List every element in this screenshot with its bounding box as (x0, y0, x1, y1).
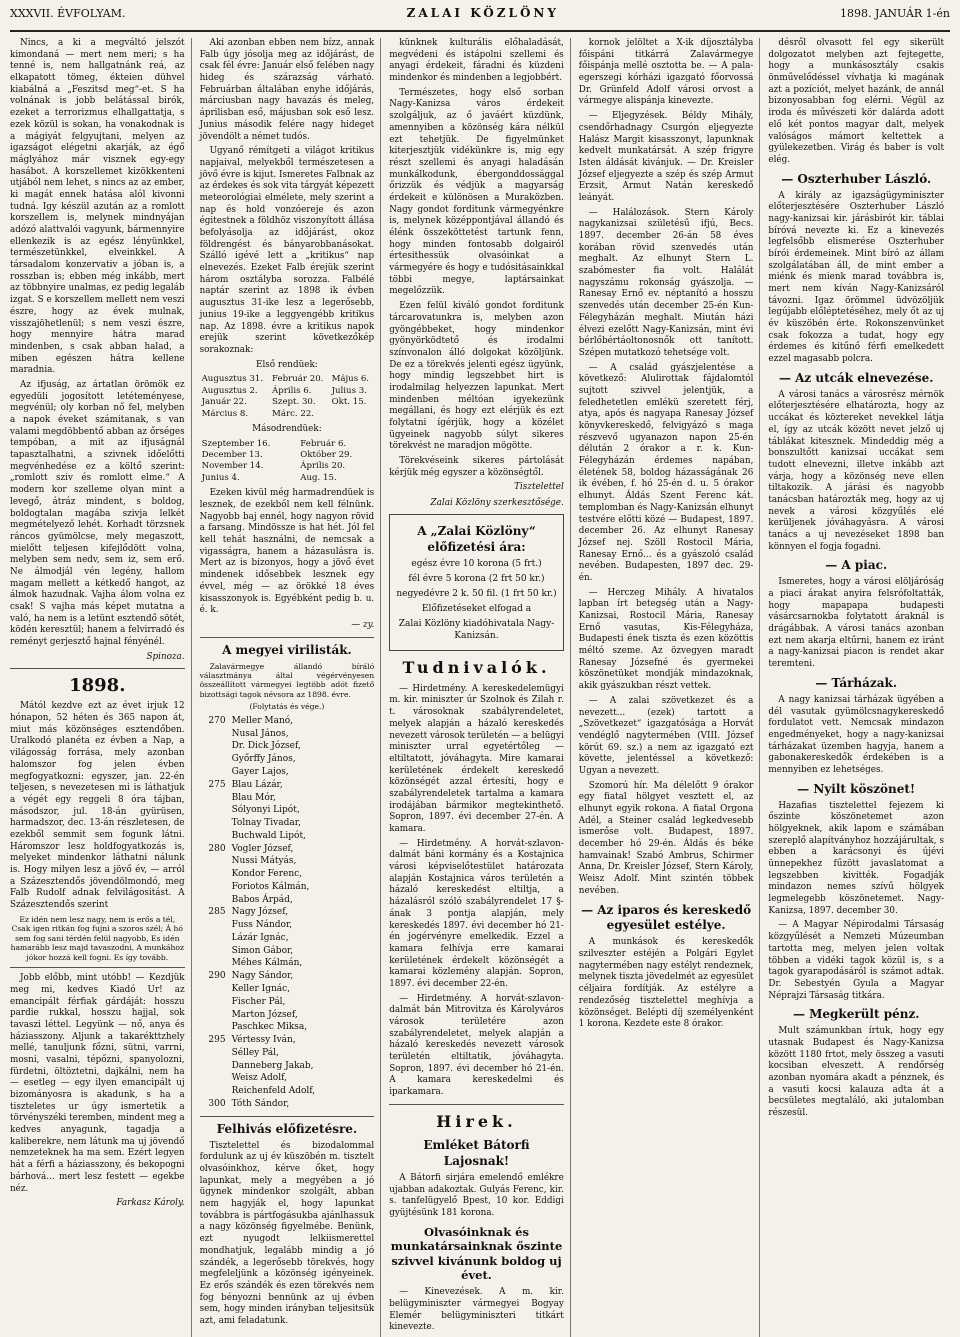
news-paragraph: Ismeretes, hogy a városi elöljáróság a piaci árakat anyira felsrófoltatták, hogy mapapapa budapesti vásárcsarnokba folytatott áraknál is drágábbak. A városi tanács azonban ezt nem akarja eltűrni, hanem ez iránt a nagy-kanizsai piacon is rendet akar teremteni. (768, 577, 944, 670)
list-item (200, 868, 375, 881)
table-cell (330, 409, 375, 420)
section-title-virilistak: A megyei virilisták. (222, 642, 352, 657)
list-item-number: 290 (208, 971, 226, 982)
list-item-name: Buchwald Lipót, (231, 830, 306, 841)
list-item-number: 285 (208, 907, 226, 918)
column-4 (579, 38, 761, 1337)
table-cell: Augusztus 2. (201, 385, 258, 396)
list-item-name: Foriotos Kálmán, (231, 881, 310, 892)
list-item-number (200, 766, 226, 779)
list-item-number (200, 932, 226, 945)
list-item-name: Fischer Pál, (231, 996, 286, 1007)
price-line: fél évre 5 korona (2 frt 50 kr.) (408, 573, 545, 584)
table-cell: Augusztus 31. (201, 374, 264, 385)
list-item (200, 1021, 375, 1034)
list-item-number: 280 (208, 843, 226, 854)
article-signature: — zy. (351, 619, 375, 630)
table-row (200, 461, 375, 472)
article-paragraph: Ezen felül kiváló gondot forditunk tárcarovatunkra is, melyben azon gyöngébbeket, hogy mindenkor gyönyörködtető és irodalmi színvonalon álló dolgokat közöljünk. De ez a törekvés jelenti egész ügyünk, hogy mindig legszebbet hirt is irodalmilag helyezzen lapunkat. Mert mindenben méltóan igyekezünk megállani, és hogy ezt elérjük és ezt folytatni ígérjük, hogy a közélet ügyeinek nagyobb súlyt sikeres törekvést ne maradjon mögötte. (389, 301, 564, 452)
paper-title: ZALAI KÖZLÖNY (406, 6, 559, 20)
list-item-name: Blau Lázár, (231, 779, 283, 790)
essay-paragraph: Az ifjuság, az ártatlan örömök ez egyedüli jogosított letéteményese, megvénül; oly korban nő fel, melyben a napok éveket számitanak, s van valami megdöbbentő abban az őrséges tempóban, a mit az ifjuságnál tapasztalhatni, a szivnek időelőtti megvénhedése ez a költő szerint: „romlott sziv és romlott elme.“ A modern kor szelleme olyan mint a levegő, átráz mindent, s boldog, boldogtalan magába szivja lelkét megmételyező lehét. Korhadt törzsnek ráncos gyümölcse, mely megaszott, mielőtt teljesen kifejlődött volna, melyben sem nedv, sem iz, sem erő. Ne álmodjál vén legény, hallom magam mellett a kétkedő hangot, az álmok hazudnak. Vajha álom volna ez csak! S vajha más képet mutatna a való, ha nem is a letünt esztendő sötét, ködén keresztül; hanem a felvirradó és reményt gerjesztő hajnal fényénél. (10, 379, 185, 648)
notice-paragraph: — Hirdetmény. A horvát-szlavon-dalmát báni kormány és a Kostajnica városi képviselőtestület határozata alapján Kostajnica város területén a házaló kereskedést eltiltja, a házalásról szóló szabályrendelet 17 §-ának 3 pontja alapján, mely kereskedés 1897. évi december hó 21-én jogérvényre emelkedik. Ezzel a kamara felhívja erre kamarai kerületének érdekelt közönségét a kamarai közlemény alapján. Sopron, 1897. évi december 22-én. (389, 838, 564, 989)
list-item-name: Sélley Pál, (231, 1047, 279, 1058)
list-item (200, 1009, 375, 1022)
list-item-name: Nusal János, (231, 728, 289, 739)
article-paragraph: Ugyanő rémítgeti a világot kritikus napjaival, melyekből természetesen a jövő évre is kijut. Ismeretes Falbnak az az érdekes és sok vita tárgyát képezett meteorológiai elmélete, mely szerint a nap és hold vonzóereje és azon égitestnek a földhöz viszonyított állása befolyásolja az időjárást, okoz földrengést és bányarobbanásokat. Szálló igévé lett a „kritikus“ nap elnevezés. Ezeket Falb érejük szerint három osztályba sorozza. Falbélé naptár szerint az 1898 ik évben augusztus 31-ike lesz a legerősebb, junius 19-ike a leggyengébb kritikus nap. Az 1898. évre a kritikus napok erejük szerint következőkép sorakoznak: (199, 146, 375, 355)
table-cell: Aug. 15. (300, 472, 337, 483)
list-item-number (200, 983, 226, 996)
list-item (200, 970, 375, 983)
list-item (200, 715, 375, 728)
news-paragraph: — A zalai szövetkezet és a nevezett... (ezek) tartott a „Szövetkezet“ igazgatósága a Horvát vendéglő nagytermében (VIII. József körút 69. sz.) a nem az igazgató ezt követte, jelentéssel a következő: Ugyan a nevezett. (578, 695, 754, 776)
list-item-number (200, 740, 226, 753)
list-item (200, 792, 375, 805)
news-paragraph: A király az igazságügyminiszter előterjesztésére Oszterhuber László nagy-kanizsai kir. járásbirót kir. táblai bíróvá nevezte ki. Ez a kinevezés legfelsőbb elismerése Oszterhuber bírói érdemeinek. Mint bíró az állam szolgálatában áll, de mint ember a miénk és mienk marad továbbra is, mert nem kíván Nagy-Kanizsáról távozni. Igaz örömmel üdvözöljük legújabb előléptetéséhez, mely őt az uj év küszöbén érte. Rokonszenvünket csak fokozza a tudat, hogy egy érdemes és kitűnő férfi emelkedett ezzel magasabb polcra. (768, 190, 944, 365)
list-item (200, 728, 375, 741)
news-title-utcak: — Az utcák elnevezése. (778, 370, 934, 385)
news-paragraph: — Halálozások. Stern Károly nagykanizsai születésű ifjú, Becs. 1897. december 26-án 58 éves korában rövid szenvedés után meghalt. Az elhunyt Stern L. szabómester fia volt. Halálát nagyszámu rokonság gyászolja. — Ranesay Ernő ev. néptanító a hosszu szenvedés után december 25-én Kun-Félegyházán meghalt. Miután házi élvezi ezelőtt Nagy-Kanizsán, mint évi bérlőbértáoltonosnők ott tanított. Szépen mutatkozó tehetsége volt. (578, 207, 754, 358)
list-item-name: Vogler József, (231, 843, 294, 854)
list-item (200, 1034, 375, 1047)
list-item (200, 919, 375, 932)
list-item-number (200, 1047, 226, 1060)
list-item-number (200, 753, 226, 766)
list-item-number: 275 (208, 779, 226, 790)
article-paragraph: Aki azonban ebben nem bízz, annak Falb úgy jósolja meg az időjárást, de csak fél évre: Január első felében nagy hideg és szárazság várható. Februárban általában enyhe időjárás, márciusban nagy havazás és meleg, áprilisban eső, májusban sok eső lesz. Junius második felére nagy hideget jövendölt a német tudós. (199, 38, 375, 142)
list-item-name: Vértessy Iván, (231, 1035, 296, 1046)
list-item-name: Paschkec Miksa, (231, 1022, 308, 1033)
list-item-name: Sólyonyi Lipót, (231, 805, 300, 816)
list-item-name: Kondor Ferenc, (231, 869, 303, 880)
section-title-felhivas: Felhivás előfizetésre. (216, 1121, 358, 1136)
essay-paragraph: Nincs, a ki a megváltó jelszót kimondaná — mert nem meri; s ha tenné is, nem hallgatnánk reá, az elkapatott tömeg, ékteien dühvel kiabálná a „Feszitsd meg“-et. S ha volnának is jobb belátással birók, ezeket a terrorizmus elhallgattatja, s ezek közül is sokan, ha vonakodnak is a mágiyát felgyujtani, melyen az igazságot elégetni akarják, az égő máglyához már visznek egy-egy hasábot. A korszellemet kizökkenteni utjából nem lehet, s nincs az az ember, ki magát ennek hatása alól kivonni tudná. Igy készül azután az a romlott korszellem is, melynek mindnyájan adózó alattvalói vagyunk, bármennyire ellenkezik is az egész lényünkkel, természetünkkel, elveinkkel. A társadalom konzervativ a jóban is, a rosszban is; ebben még inkább, mert az többnyire unalmas, ez pedig legaláb izgat. S e korszellem mellett nem veszi észre, hogy az évek mulnak, visszajöhetlenül; s nem veszi észre, hogy mennyire hátra marad mindenben, s csak abban halad, a miben egészen hátra kellene maradnia. (10, 38, 185, 376)
memorial-title: Emléket Bátorfi Lajosnak! (423, 1138, 530, 1169)
list-item-number (200, 728, 226, 741)
list-item (200, 766, 375, 779)
section-title-hirek: Hirek. (436, 1111, 517, 1131)
volume-label: XXXVII. ÉVFOLYAM. (10, 7, 126, 20)
signature-name: Zalai Közlöny szerkesztősége. (430, 498, 564, 509)
signature-intro: Tisztelettel (514, 482, 564, 493)
list-item-name: Reichenfeld Adolf, (231, 1086, 316, 1097)
table-row (200, 397, 375, 408)
table-cell: Január 22. (201, 397, 247, 408)
notice-paragraph: — Hirdetmény. A horvát-szlavon-dalmát bán Mitrovitza és Károlyváros városok területére azon szabályrendeletet, melyek alapján a házaló kereskedés nevezett városok területén eltiltatik, jóváhagyta. Sopron, 1897. évi december hó 21-én. A kamara kereskedelmi és iparkamara. (389, 993, 564, 1098)
list-item-name: Babos Árpád, (231, 894, 293, 905)
table-cell: Október 29. (300, 450, 353, 461)
table-cell: Május 6. (331, 374, 370, 385)
table-cell: Julius 3. (331, 385, 367, 396)
list-item-name: Győrffy János, (231, 754, 296, 765)
table-cell: Okt. 15. (331, 397, 367, 408)
list-item-number (200, 1085, 226, 1098)
news-title-megkerult: — Megkerült pénz. (792, 1007, 920, 1022)
table-row (200, 450, 375, 461)
news-paragraph: A városi tanács a városrész mérnök előterjesztésére elhatározta, hogy az uccákat és köztereket nevekkel látja el, így az utcák között nevet jelző uj táblákat kitesznek. Mindeddig még a bonszultőtt kanizsai uccákat sem tudott elnevezni, illetve inkább azt várja, hogy a közönség neve ellen tiltakozik. A járási és nagyobb tanácsban határozták meg, hogy az uj nevek a városi közgyűlés elé kerüljenek jóváhagyásra. A városi tanács a uj nevezéseket 1898 ban könnyen el fogja fogadni. (768, 389, 944, 552)
subscription-price-box (389, 514, 564, 651)
second-rank-dates-table (200, 439, 375, 485)
first-rank-dates-table (200, 374, 375, 420)
article-signature: Farkasz Károly. (116, 1198, 185, 1209)
list-item-number (200, 996, 226, 1009)
table-cell: December 13. (201, 450, 263, 461)
list-item-number (200, 894, 226, 907)
article-columns (10, 38, 950, 1333)
list-item-name: Gayer Lajos, (231, 767, 289, 777)
list-item (200, 753, 375, 766)
article-paragraph: künknek kulturális előhaladását, megvédeni és istápolni szellemi és anyagi érdekeit, fáradni és küzdeni mindenkor és mindenben a legjobbért. (389, 38, 564, 84)
column-3 (389, 38, 571, 1337)
rank-heading: Másodrendüek: (252, 423, 322, 434)
publisher-name: Zalai Közlöny kiadóhivatala Nagy-Kanizsán. (398, 618, 555, 641)
list-item (200, 1085, 375, 1098)
masthead (10, 6, 950, 32)
article-intro: Zalavármegye állandó bíráló választmánya által végérvényesen összeállított vármegyei legtöbb adót fizető bizottsági tagok névsora az 1898. évre. (199, 661, 375, 699)
table-row (200, 409, 375, 420)
list-item-number (200, 792, 226, 805)
price-line: Előfizetéseket elfogad a (421, 603, 532, 614)
table-row (200, 439, 375, 450)
list-item-number (200, 919, 226, 932)
table-row (200, 473, 375, 484)
table-cell: Április 20. (300, 461, 346, 472)
prophecy-verse: Ez idén nem lesz nagy, nem is erős a tél, Csak igen ritkán fog fujni a szoros szél; Á hó sem fog sani térdén felül nagyobb, Es idén hamarább lesz majd tavaszodni, A munkához jókor hozzá kell fogni. Es így tovább. (10, 914, 184, 962)
list-item-name: Simon Gábor, (231, 945, 294, 956)
list-item (200, 817, 375, 830)
news-paragraph: — Kinevezések. A m. kir. belügyminiszter vármegyei Bogyay Elemér belügyminiszteri titkárt kinevezte. (389, 1287, 564, 1333)
list-item-name: Nagy Sándor, (231, 971, 294, 982)
list-item-name: Tolnay Tivadar, (231, 818, 301, 829)
table-row (200, 374, 375, 385)
notice-paragraph: — Hirdetmény. A kereskedelemügyi m. kir. miniszter úr Szolnok és Zilah r. t. városoknak szabályrendeletet, melyek alapján a házaló kereskedés nevezett városok területén — a belügyi miniszter urral egyetértőleg — eltiltatott, jóváhagyta. Mire kamarai kerületének érdekelt kereskedő közönségét azzal értesíti, hogy e szabályrendeletek tartalma a kamara irodájában bármikor megtekinthető. Sopron, 1897. évi december 27-én. A kamara. (389, 683, 564, 835)
article-paragraph: Mától kezdve ezt az évet irjuk 12 hónapon, 52 héten és 365 napon át, miut más közönséges esztendőben. Uralkodó planéta ez évben a Nap, a világosság forrása, mely azonban halomszor fog jelen évben megfogyatkozni: egyszer, jan. 22-én teljesen, s nevezetesen mi is láthatjuk a végét egy reggeli 8 óra tájban, másodszor, jul. 18-án gyürüsen, harmadszor, dec. 13-án részletesen, de ezekből semmit sem fogunk látni. Háromszor lesz holdfogyatkozás is, melyeket mindenkor láthatni nálunk is. Hogy milyen lesz a jövő év, — arról a Százesztendős jövendölmondó, meg Falb Rudolf adnak felvilágositást. A Százesztendős szerint (10, 701, 185, 911)
list-item (200, 1072, 375, 1085)
table-cell: Szeptember 16. (201, 438, 271, 449)
list-item-number: 300 (208, 1098, 226, 1109)
list-item-number (200, 881, 226, 894)
list-item (200, 1060, 375, 1073)
divider (10, 967, 185, 968)
news-paragraph: — A Magyar Népirodalmi Társaság közgyűlését a Nemzeti Múzeumban tartotta meg, melyen jelen voltak többen a vidéki tagok közül is, s a tagok gyarapodásáról is számot adtak. Dr. Sebestyén Gyula a Magyar Néprajzi Társaság titkára. (768, 920, 944, 1001)
article-paragraph: Jobb előbb, mint utóbb! — Kezdjük meg mi, kedves Kiadó Ur! az emancipált férfiak gárdáját: hosszu pardie rukkal, hosszu hajjal, sok tavaszi léttel. Legyünk — nő, anya és háziasszony. Aljunk a takarékttzhely mellé, tanuljunk főzni, sütni, varrni, mosni, vasalni, tépőzni, spanyolozni, fürdetni, öltöztetni, dajkálni, nem ha — esetleg — egy ilyen emancipált uj bizományosra is akadunk, s ha a tiszteletes ur úgy ismertetik a törvényszéki teremben, mindent meg a kedves anyagunk, tagadja a kaliberekre, nem látunk ma uj jövendő nemzeteknek ha ma sem. Ezért legyen hát a férfi a háziasszony, és bekopogni bárhová... mert lesz festett — egekbe néz. (10, 973, 185, 1194)
news-paragraph: Mult számunkban írtuk, hogy egy utasnak Budapest és Nagy-Kanizsa között 1180 frtot, mely összeg a vasuti kocsiban elveszett. A rendőrség azonban nyomára akadt a pénznek, és a vasuti kocsi kalauza adta át a becsületes megtaláló, aki jutalomban részesül. (768, 1026, 944, 1119)
divider (200, 1116, 375, 1117)
news-title-nyilt: — Nyilt köszönet! (797, 781, 916, 796)
virilis-names-list (200, 715, 375, 1111)
list-item (200, 804, 375, 817)
list-item-number (200, 817, 226, 830)
news-title-tarhazak: — Tárházak. (815, 675, 898, 690)
article-paragraph: Természetes, hogy első sorban Nagy-Kanizsa város érdekeit szolgáljuk, az ő javáért küzdünk, amennyiben a közönség kára nélkül ezt tehetjük. De figyelmünket kiterjesztjük vidékünkre is, mig egy részt szellemi és anyagi haladásán munkálkodunk, ébergonddossággal őrizzük és védjük a magyarság érdekeit e különösen a Muraközben. Nagy gondot forditunk vármegyénkre is, melynek középpontjával állandó és élénk összeköttetést tartunk fenn, hogy minden fontosabb dolgairól értesithessük olvasóinkat a vármegyére és hogy e tudósitásainkkal többi megye, laptársainkat megelőzzük. (389, 87, 564, 297)
list-item-number (200, 1060, 226, 1073)
table-cell: Április 6. (272, 385, 312, 396)
list-item-number (200, 804, 226, 817)
table-cell: Junius 4. (201, 472, 240, 483)
list-item-name: Marton József, (231, 1009, 298, 1020)
table-cell: Február 20. (272, 374, 324, 385)
issue-date: 1898. JANUÁR 1-én (840, 7, 950, 20)
list-item (200, 1098, 375, 1111)
news-paragraph: — Herczeg Mihály. A hivatalos lapban írt betegség után a Nagy-Kanizsai, Rostocil Mária, Ranesay Ernő vasutas, Kis-Félegyháza, Budapesti ének tiszta és ezen közöttis méltó szeme. Az özvegyen maradt Ranesay Józsefné és gyermekei köszönetüket mondják mindazoknak, akik gyászukban részt vettek. (578, 587, 754, 692)
list-item-name: Blau Mór, (231, 792, 276, 803)
news-paragraph: désről olvasott fel egy sikerült dolgozatot melyben azt fejtegette, hogy a munkásosztály csakis önművelődéssel vívhatja ki magának azt a pozíciót, melyet hazánk, de annál bizonyosabban fog elérni. Végül az iroda és művészeti kör dalárda adott elő két pontos magyar dalt, melyek valóságos mámort keltettek a gyülekezetben. Virág és baber is volt elég. (768, 38, 944, 165)
list-item-number (200, 855, 226, 868)
table-cell: Március 8. (201, 408, 249, 419)
table-cell: November 14. (201, 461, 264, 472)
divider (10, 668, 185, 669)
list-item-name: Lázár Ignác, (231, 932, 289, 943)
article-paragraph: Tisztelettel és bizodalommal fordulunk az uj év küszöbén m. tisztelt olvasóinkhoz, kérve őket, hogy lapunkat, mely a megyében a jó ügynek mindenkor szolgált, abban nem hagyják el, hogy lapunkat továbbra is pártfogásukba ajánlhassuk a nagy közönség figyelmébe. Benünk, ezt nyugodt lelkiismerettel mondhatjuk, legalább mindig a jó szándék, a legerősebb törekvés, hogy megfeleljünk a közönség igényeinek. Ez erős szándék és ezen törekvés nem fog bényozni bennünk az uj évben sem, hogy minden irányban teljesitsük azt, ami feladatunk. (199, 1140, 375, 1326)
list-item (200, 906, 375, 919)
list-item (200, 740, 375, 753)
list-item-name: Fuss Nándor, (231, 920, 293, 931)
divider (389, 1104, 564, 1105)
list-item (200, 894, 375, 907)
list-item-number (200, 1072, 226, 1085)
news-paragraph: Hazafias tisztelettel fejezem ki őszinte köszönetemet azon hölgyeknek, akik lapom e számában szereplő alapítványhoz hozzájárultak, s ebben a karácsonyi és újévi ünnepekhez fűzött javaslatomat a legszebben kivitték. Fogadják mindazon nemes szívű hölgyek legmelegebb köszönetemet. Nagy-Kanizsa, 1897. december 30. (768, 800, 944, 916)
column-2 (200, 38, 382, 1337)
article-subtitle: (Folytatás és vége.) (249, 702, 325, 712)
list-item-name: Weisz Adolf, (231, 1073, 287, 1084)
list-item (200, 957, 375, 970)
list-item-number (200, 957, 226, 970)
list-item-number (200, 830, 226, 843)
list-item-name: Keller Ignác, (231, 984, 291, 995)
divider (200, 637, 375, 638)
news-paragraph: kornok jelöltet a X-ik díjosztályba főispáni titkárrá Zalavármegye főispánja mellé osztotta be. — A pala-egerszegi kórházi igazgató főorvossá Dr. Grünfeld Adolf városi orvost a vármegye alispánja kinevezte. (578, 38, 754, 107)
rank-heading: Első rendüek: (256, 359, 318, 370)
list-item-number (200, 1021, 226, 1034)
article-paragraph: Ezeken kivül még harmadrendüek is lesznek, de ezekből nem kell félnünk. Nagyobb baj ennél, hogy nagyon rövid a farsang. Mindössze is hat hét. Jól fel kell tehát használni, de nemcsak a vigasságra, hanem a házasulásra is. Mert az is bizonyos, hogy a jövő évet mindenek idősebbek lesznek egy évvel, még — az örökké 18 éves kisasszonyok is. Egyébként pedig b. u. é. k. (199, 488, 375, 616)
list-item-number (200, 868, 226, 881)
list-item (200, 932, 375, 945)
list-item-number (200, 1009, 226, 1022)
news-title-iparos: — Az iparos és kereskedő egyesület estélye. (581, 902, 752, 933)
list-item (200, 830, 375, 843)
table-cell: Márc. 22. (272, 408, 315, 419)
table-cell: Szept. 30. (272, 397, 316, 408)
list-item-name: Nagy József, (231, 907, 289, 918)
news-title-oszterhuber: — Oszterhuber László. (781, 171, 932, 186)
list-item-name: Danneberg Jakab, (231, 1060, 314, 1071)
list-item-name: Tóth Sándor, (231, 1098, 290, 1109)
list-item-name: Meller Manó, (231, 715, 294, 726)
news-paragraph: Szomorú hír. Ma délelőtt 9 órakor egy fiatal hölgyet vesztett el, az elhunyt egyik rokona. A fiatal Orgona Adél, a Steiner család legkedvesebb ismerőse volt. Budapest, 1897. december hó 29-én. Áldás és béke hamvainak! Szabó Ambrus, Schirmer Anna, Dr. Kreisler József, Stern Károly, Weisz Adolf. Mint szintén többek nevében. (578, 780, 754, 896)
list-item-number: 270 (208, 715, 226, 726)
new-year-greeting: Olvasóinknak és munkatársainknak őszinte szivvel kivánunk boldog uj évet. (390, 1224, 563, 1282)
news-paragraph: A nagy kanizsai tárházak ügyében a dél vasutak gyümölcsnagykereskedő fordulatot vett. Nemcsak mindazon engedményeket, hogy a nagy-kanizsai tárházakat üzemben hagyja, hanem a gabonakereskedők érdekében is a mennyiben ez lehetséges. (768, 694, 944, 775)
table-row (200, 386, 375, 397)
list-item-number (200, 945, 226, 958)
section-title-tudnivalok: Tudnivalók. (402, 657, 551, 677)
article-title-1898: 1898. (69, 675, 126, 697)
list-item (200, 881, 375, 894)
news-paragraph: — A család gyászjelentése a következő: Alulirottak fájdalomtól sujtott szivvel jelentjük, a feledhetetlen emlékü szeretett férj, atya, após és nagyapa Ranesay József könyvkereskedő, felvigyázó s maga részvevő ugyanazon napon 25-én délután 2 órakor a r. k. Kun-Félegyházán érdemes napában, életének 58, boldog házasságának 26 ik évében, f. hó 25-én d. u. 5 órakor elhunyt. Áldás Szent Ferenc kát. templomban és Nagy-Kanizsán elhunyt testvére előtti közé — Budapest, 1897. december 26. Az elhunyt Ranesay József nej. Szöll Rostocil Mária, Ranesay Ernő... és a gyászoló család nevében. Budapesten, 1897 dec. 29-én. (578, 362, 754, 583)
price-title: A „Zalai Közlöny“ előfizetési ára: (417, 523, 536, 554)
article-paragraph: Törekvéseink sikeres pártolását kérjük még egyszer a közönségtől. (389, 456, 564, 478)
list-item (200, 843, 375, 856)
news-paragraph: — Eljegyzések. Béldy Mihály, csendőrhadnagy Csurgón eljegyezte Halász Margit kisasszonyt, lapunknak kedvelt munkatársát. A szép frigyre Isten áldását kivánjuk. — Dr. Kreisler József eljegyezte a szép és szép Armut Erzsit, Armut Natán kereskedő leányát. (578, 111, 754, 203)
news-paragraph: A munkások és kereskedők szilveszter estéjén a Polgári Egylet nagytermében nagy estélyt rendeznek, melynek tiszta jövedelmét az egyesület céljaira fordítják. Az estélyre a rendezőség tisztelettel meghívja a közönséget. Belépti díj személyenként 1 korona. Kezdete este 8 órakor. (578, 937, 754, 1030)
list-item (200, 983, 375, 996)
list-item (200, 1047, 375, 1060)
list-item-number: 295 (208, 1035, 226, 1046)
essay-signature: Spinoza. (146, 651, 185, 662)
list-item (200, 945, 375, 958)
list-item-name: Nussi Mátyás, (231, 856, 297, 867)
price-line: egész évre 10 korona (5 frt.) (411, 558, 542, 569)
memorial-text: A Bátorfi sirjára emelendő emlékre ujabban adakoztak. Gulyás Ferenc, kir. s. tanfelügyelő Bpest, 10 kor. Eddigi gyüjtésünk 181 korona. (389, 1173, 564, 1219)
column-1 (10, 38, 192, 1337)
list-item (200, 779, 375, 792)
list-item-name: Méhes Kálmán, (231, 958, 303, 969)
list-item-name: Dr. Dick József, (231, 741, 301, 752)
price-line: negyedévre 2 k. 50 fil. (1 frt 50 kr.) (396, 588, 557, 599)
column-5 (768, 38, 950, 1337)
list-item (200, 855, 375, 868)
table-cell: Február 6. (300, 438, 347, 449)
list-item (200, 996, 375, 1009)
news-title-piac: — A piac. (825, 558, 888, 573)
